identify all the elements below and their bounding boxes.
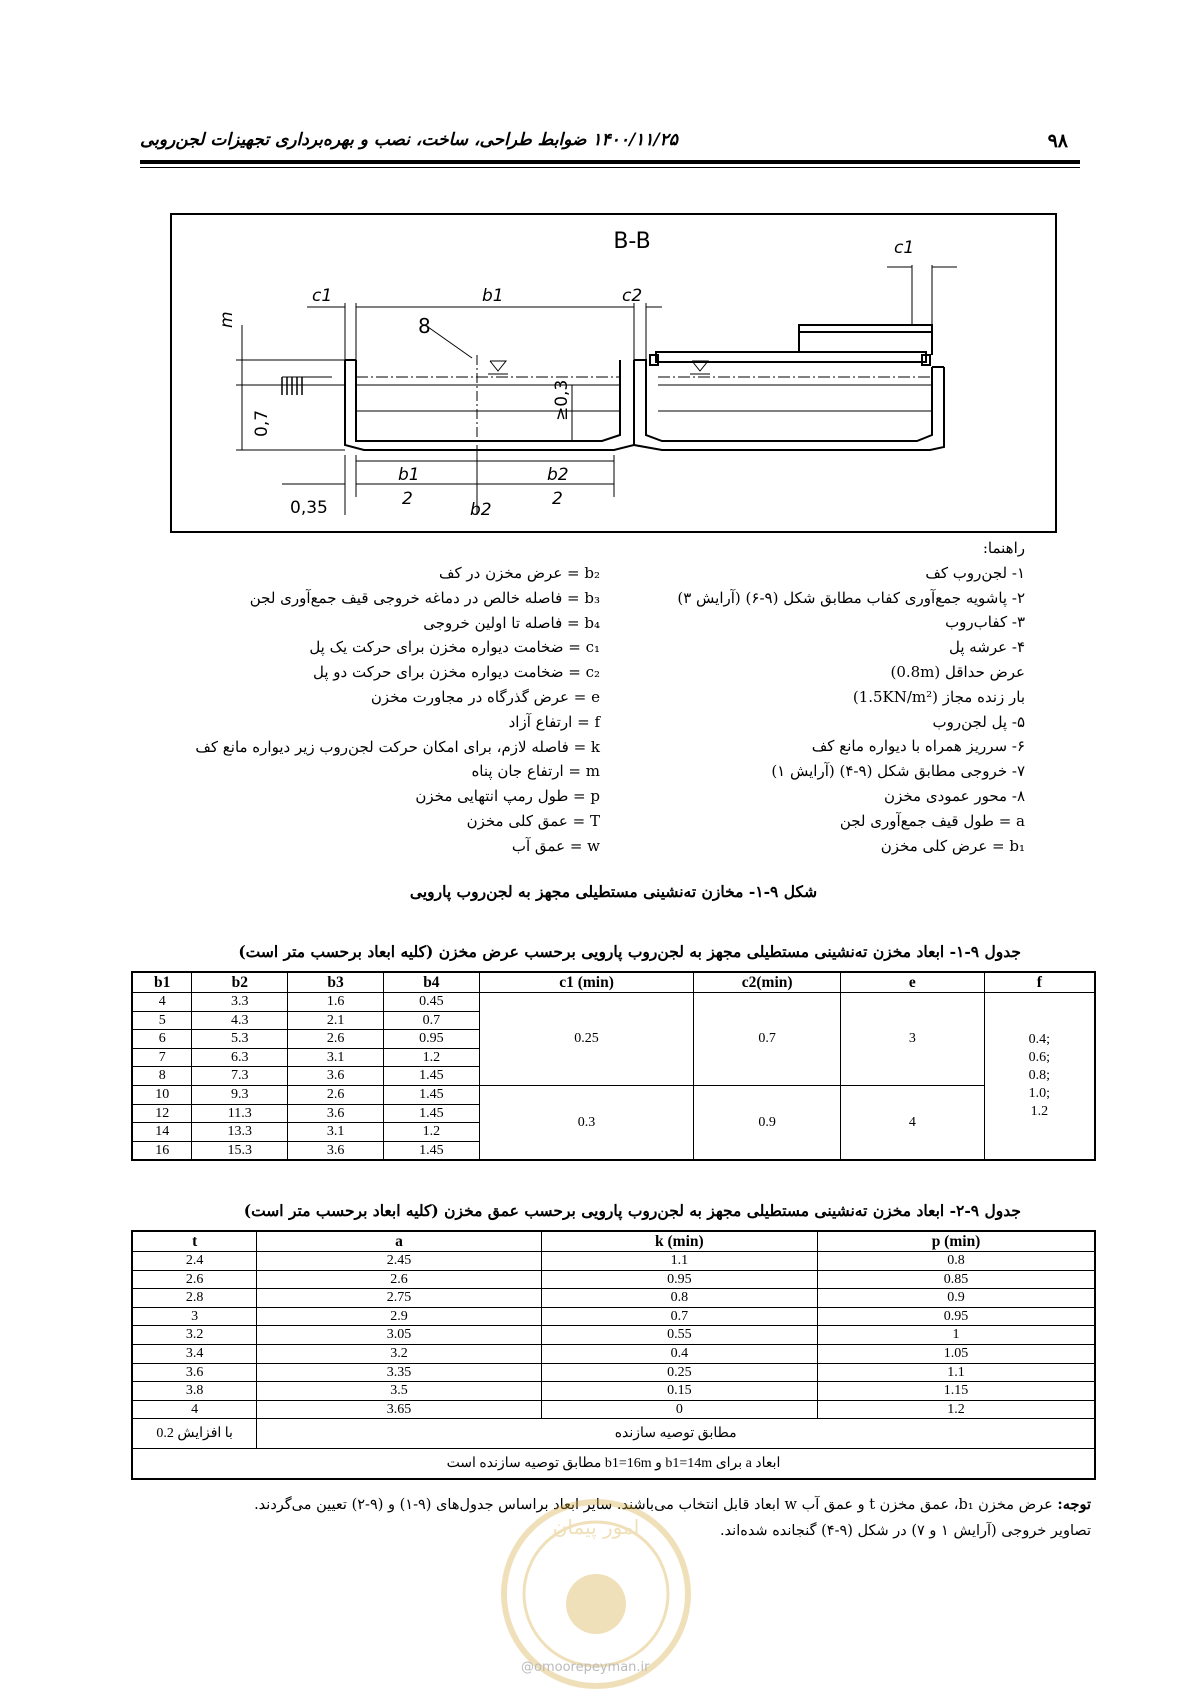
- legend-item: b₄ = فاصله تا اولین خروجی: [423, 613, 600, 632]
- table-row-note: [132, 1449, 1095, 1479]
- legend-guide-title: راهنما:: [982, 539, 1025, 557]
- cell: 4.3: [192, 1011, 288, 1030]
- figure-caption: شکل ۹-۱- مخازن ته‌نشینی مستطیلی مجهز به لجن‌روب پارویی: [409, 882, 818, 901]
- cell: 1.6: [288, 993, 384, 1012]
- cell: 0.7: [541, 1307, 817, 1326]
- legend-item: a = طول قیف جمع‌آوری لجن: [839, 811, 1025, 830]
- cell: 1.45: [383, 1085, 479, 1104]
- legend-item: w = عمق آب: [511, 836, 600, 855]
- cell-f: [984, 993, 1095, 1161]
- cell: 1.1: [541, 1252, 817, 1271]
- cell: 0.85: [818, 1270, 1095, 1289]
- cell: 3.6: [288, 1067, 384, 1086]
- cell: 3.2: [257, 1344, 541, 1363]
- table-row-increase: [132, 1419, 1095, 1449]
- cell: 1.2: [818, 1400, 1095, 1419]
- cell: 1.2: [383, 1048, 479, 1067]
- dim-b1-half: b1: [398, 465, 420, 485]
- cell: 0.8: [818, 1252, 1095, 1271]
- dim-b1: b1: [482, 286, 504, 306]
- cell: 2.8: [132, 1289, 257, 1308]
- legend-item: f = ارتفاع آزاد: [508, 712, 600, 731]
- cell-c2-group2: 0.9: [694, 1085, 841, 1160]
- table-row: [132, 1363, 1095, 1382]
- cell-e-group1: 3: [841, 993, 985, 1086]
- table1-header: c1 (min): [479, 972, 694, 993]
- cell: 12: [132, 1104, 192, 1123]
- dim-b2-half: b2: [547, 465, 569, 485]
- legend-right: [605, 536, 1025, 858]
- dim-two-b: 2: [552, 489, 563, 509]
- cell-c1-group1: 0.25: [479, 993, 694, 1086]
- cell: 2.6: [132, 1270, 257, 1289]
- f-value: 0.4;: [1028, 1032, 1051, 1048]
- table1-header: b3: [288, 972, 384, 993]
- cell: 0.95: [383, 1030, 479, 1049]
- table-row: [132, 1270, 1095, 1289]
- legend-item: ۶- سرریز همراه با دیواره مانع کف: [811, 737, 1025, 756]
- table-row: [132, 993, 1095, 1012]
- cell: 0.95: [818, 1307, 1095, 1326]
- note-line2: تصاویر خروجی (آرایش ۱ و ۷) در شکل (۹-۴) گنجانده شده‌اند.: [719, 1523, 1091, 1539]
- section-label: B-B: [613, 229, 651, 254]
- legend-item: ۴- عرشه پل: [948, 638, 1025, 657]
- table2-header: t: [132, 1231, 257, 1252]
- cell: 2.6: [288, 1085, 384, 1104]
- cell: 3.6: [288, 1104, 384, 1123]
- note-label: توجه:: [1057, 1496, 1091, 1513]
- cell: 3.1: [288, 1123, 384, 1142]
- legend-item: c₁ = ضخامت دیواره مخزن برای حرکت یک پل: [309, 638, 600, 657]
- cell: 1.45: [383, 1067, 479, 1086]
- cell: 1.15: [818, 1382, 1095, 1401]
- cell: 0.8: [541, 1289, 817, 1308]
- dim-b2: b2: [470, 500, 492, 520]
- cell: 5: [132, 1011, 192, 1030]
- cell: 3: [132, 1307, 257, 1326]
- site-url: @omoorepeyman.ir: [521, 1660, 650, 1675]
- dim-c1-top: c1: [894, 238, 915, 258]
- table1-header: e: [841, 972, 985, 993]
- cell: 16: [132, 1141, 192, 1160]
- cell: 0.9: [818, 1289, 1095, 1308]
- cell: 3.65: [257, 1400, 541, 1419]
- table-row: [132, 1326, 1095, 1345]
- table1-caption: جدول ۹-۱- ابعاد مخزن ته‌نشینی مستطیلی مجهز به لجن‌روب پارویی برحسب عرض مخزن (کلیه ابعاد برحسب متر است): [238, 942, 1021, 961]
- cell: 3.6: [132, 1363, 257, 1382]
- cell: 0.45: [383, 993, 479, 1012]
- cell-increase: با افزایش 0.2: [132, 1419, 257, 1449]
- cell: 3.35: [257, 1363, 541, 1382]
- cell: 9.3: [192, 1085, 288, 1104]
- legend-item: ۷- خروجی مطابق شکل (۹-۴) (آرایش ۱): [771, 762, 1025, 781]
- cell: 2.1: [288, 1011, 384, 1030]
- legend-item: c₂ = ضخامت دیواره مخزن برای حرکت دو پل: [312, 663, 600, 682]
- cell: 2.4: [132, 1252, 257, 1271]
- cell-e-group2: 4: [841, 1085, 985, 1160]
- legend-item: p = طول رمپ انتهایی مخزن: [415, 787, 600, 806]
- f-value: 0.6;: [1028, 1050, 1051, 1066]
- cell: 3.05: [257, 1326, 541, 1345]
- table1-header: f: [984, 972, 1095, 993]
- legend-item: ۵- پل لجن‌روب: [932, 712, 1025, 731]
- cell: 2.6: [257, 1270, 541, 1289]
- legend-item: ۱- لجن‌روب کف: [925, 563, 1025, 582]
- f-value: 1.2: [1030, 1104, 1049, 1120]
- tank-section-svg: [172, 215, 1055, 531]
- cell: 13.3: [192, 1123, 288, 1142]
- cell: 2.45: [257, 1252, 541, 1271]
- legend-item: ۸- محور عمودی مخزن: [884, 786, 1025, 805]
- table2-caption: جدول ۹-۲- ابعاد مخزن ته‌نشینی مستطیلی مجهز به لجن‌روب پارویی برحسب عمق مخزن (کلیه ابعاد برحسب متر است): [243, 1201, 1021, 1220]
- table1-header-row: [132, 972, 1095, 993]
- running-title: ۱۴۰۰/۱۱/۲۵ ضوابط طراحی، ساخت، نصب و بهره‌برداری تجهیزات لجن‌روبی: [140, 130, 678, 150]
- cell: 0.7: [383, 1011, 479, 1030]
- table2-header: p (min): [818, 1231, 1095, 1252]
- cell: 10: [132, 1085, 192, 1104]
- cell: 1.05: [818, 1344, 1095, 1363]
- table1-header: b4: [383, 972, 479, 993]
- cell: 1.45: [383, 1104, 479, 1123]
- cell: 8: [132, 1067, 192, 1086]
- legend-item: بار زنده مجاز (1.5KN/m²): [852, 687, 1025, 706]
- legend-item: T = عمق کلی مخزن: [466, 811, 600, 830]
- legend-item: ۲- پاشویه جمع‌آوری کفاب مطابق شکل (۹-۶) (آرایش ۳): [677, 588, 1025, 607]
- dim-c1: c1: [312, 286, 333, 306]
- cell-c1-group2: 0.3: [479, 1085, 694, 1160]
- cell-note: ابعاد a برای b1=14m و b1=16m مطابق توصیه سازنده است: [132, 1449, 1095, 1479]
- cell: 0.15: [541, 1382, 817, 1401]
- cell: 0.55: [541, 1326, 817, 1345]
- table-row: [132, 1400, 1095, 1419]
- cell-manufacturer: مطابق توصیه سازنده: [257, 1419, 1095, 1449]
- table2-header-row: [132, 1231, 1095, 1252]
- cell: 3.6: [288, 1141, 384, 1160]
- legend-item: ۳- کفاب‌روب: [945, 613, 1025, 632]
- legend-item: e = عرض گذرگاه در مجاورت مخزن: [370, 687, 600, 706]
- table-row: [132, 1289, 1095, 1308]
- note-line1: عرض مخزن b₁، عمق مخزن t و عمق آب w ابعاد قابل انتخاب می‌باشند. سایر ابعاد براساس جدول‌های (۹-۱) و (۹-۲) تعیین می‌گردند.: [254, 1497, 1058, 1513]
- cell: 7.3: [192, 1067, 288, 1086]
- cell: 2.6: [288, 1030, 384, 1049]
- table2-header: a: [257, 1231, 541, 1252]
- legend-left: [180, 561, 600, 859]
- cell: 1.45: [383, 1141, 479, 1160]
- cell: 7: [132, 1048, 192, 1067]
- legend-item: b₁ = عرض کلی مخزن: [880, 836, 1025, 855]
- header-rule-thick: [140, 160, 1080, 164]
- cell: 0.4: [541, 1344, 817, 1363]
- table2-header: k (min): [541, 1231, 817, 1252]
- cell: 0.25: [541, 1363, 817, 1382]
- table-row: [132, 1252, 1095, 1271]
- cell: 5.3: [192, 1030, 288, 1049]
- dim-07: 0,7: [252, 409, 272, 437]
- dim-035: 0,35: [290, 498, 328, 518]
- cell: 3.5: [257, 1382, 541, 1401]
- cell: 2.75: [257, 1289, 541, 1308]
- header-rule-thin: [140, 167, 1080, 168]
- page-header: [140, 130, 1080, 154]
- table-row: [132, 1382, 1095, 1401]
- cell: 6.3: [192, 1048, 288, 1067]
- legend-item: b₃ = فاصله خالص در دماغه خروجی قیف جمع‌آوری لجن: [249, 588, 600, 607]
- f-value: 0.8;: [1028, 1068, 1051, 1084]
- cell: 3.4: [132, 1344, 257, 1363]
- cell: 4: [132, 993, 192, 1012]
- table1-header: b2: [192, 972, 288, 993]
- callout-8: 8: [418, 314, 431, 338]
- dim-m: m: [217, 311, 237, 328]
- table1-header: b1: [132, 972, 192, 993]
- cell: 0.95: [541, 1270, 817, 1289]
- table-row: [132, 1085, 1095, 1104]
- page-number: ۹۸: [1047, 130, 1068, 152]
- cell: 3.8: [132, 1382, 257, 1401]
- legend-item: b₂ = عرض مخزن در کف: [439, 564, 600, 582]
- table1: [131, 971, 1096, 1161]
- cell: 1.1: [818, 1363, 1095, 1382]
- cell: 0: [541, 1400, 817, 1419]
- legend-item: m = ارتفاع جان پناه: [471, 762, 600, 781]
- dim-two-a: 2: [402, 489, 413, 509]
- cell: 3.3: [192, 993, 288, 1012]
- cell: 15.3: [192, 1141, 288, 1160]
- dim-03: ≥0,3: [552, 379, 572, 421]
- table1-header: c2(min): [694, 972, 841, 993]
- cell: 3.2: [132, 1326, 257, 1345]
- cell: 3.1: [288, 1048, 384, 1067]
- cell-c2-group1: 0.7: [694, 993, 841, 1086]
- cell: 1.2: [383, 1123, 479, 1142]
- legend-item: k = فاصله لازم، برای امکان حرکت لجن‌روب زیر دیواره مانع کف: [195, 737, 600, 756]
- table-row: [132, 1307, 1095, 1326]
- cell: 6: [132, 1030, 192, 1049]
- dim-c2: c2: [622, 286, 643, 306]
- table-row: [132, 1344, 1095, 1363]
- cell: 14: [132, 1123, 192, 1142]
- cell: 4: [132, 1400, 257, 1419]
- table2: [131, 1230, 1096, 1480]
- legend-item: عرض حداقل (0.8m): [890, 662, 1025, 681]
- section-drawing: [170, 213, 1057, 533]
- f-value: 1.0;: [1028, 1086, 1051, 1102]
- cell: 1: [818, 1326, 1095, 1345]
- cell: 2.9: [257, 1307, 541, 1326]
- watermark-text: امور پیمان: [552, 1515, 640, 1539]
- cell: 11.3: [192, 1104, 288, 1123]
